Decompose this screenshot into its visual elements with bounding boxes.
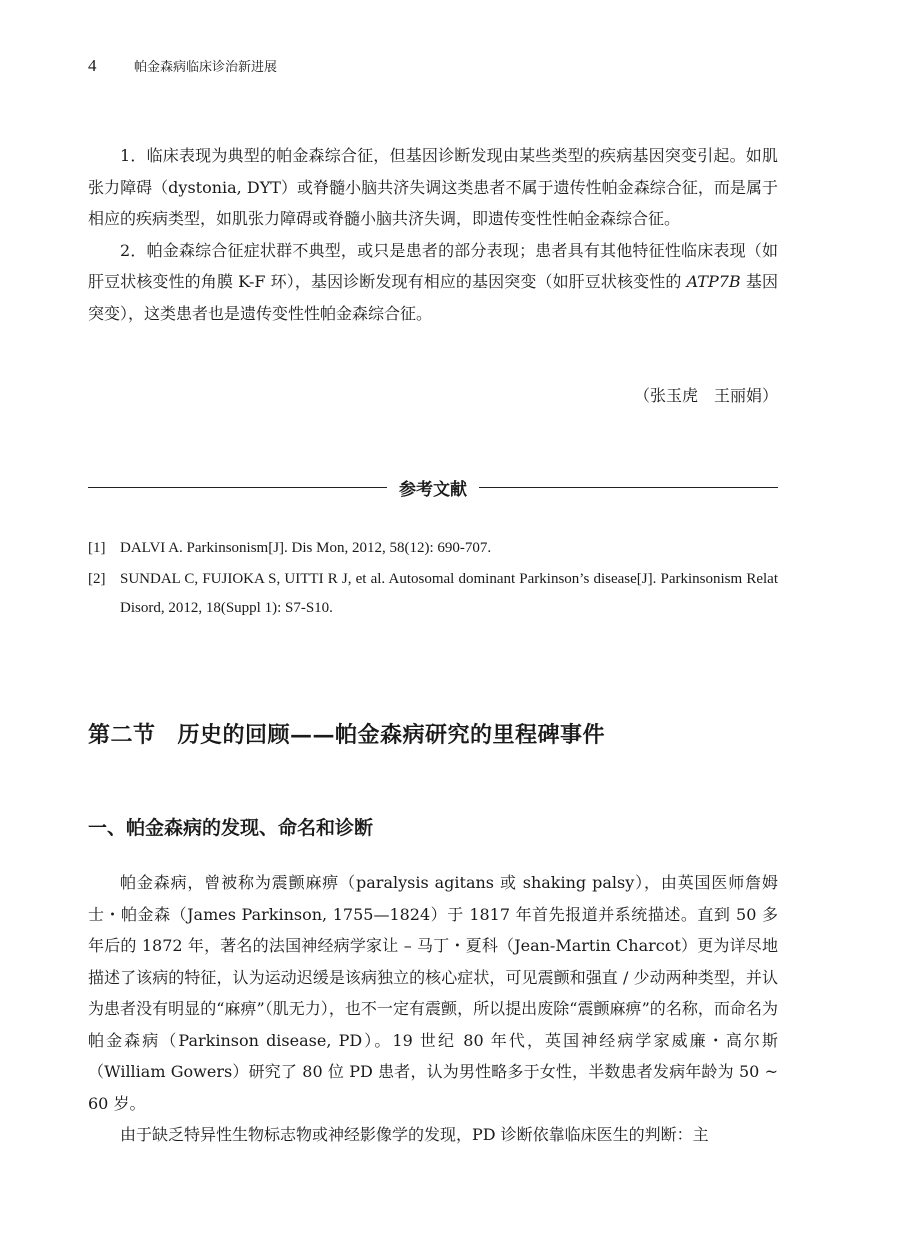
- reference-number: [1]: [88, 540, 106, 556]
- reference-text: SUNDAL C, FUJIOKA S, UITTI R J, et al. Autosomal dominant Parkinson’s disease[J]. Parkinsonism Relat Disord, 2012, 18(Suppl 1): S7-S10.: [120, 571, 778, 616]
- section-title: 历史的回顾——帕金森病研究的里程碑事件: [177, 722, 606, 748]
- body-paragraph-1: 帕金森病，曾被称为震颤麻痹（paralysis agitans 或 shaking palsy），由英国医师詹姆士・帕金森（James Parkinson, 1755—1824）于 1817 年首先报道并系统描述。直到 50 多年后的 1872 年，著名的法国神经病学家让 – 马丁・夏科（Jean-Martin Charcot）更为详尽地描述了该病的特征，认为运动迟缓是该病独立的核心症状，可见震颤和强直 / 少动两种类型，并认为患者没有明显的“麻痹”（肌无力），也不一定有震颤，所以提出废除“震颤麻痹”的名称，而命名为帕金森病（Parkinson disease, PD）。19 世纪 80 年代，英国神经病学家威廉・高尔斯（William Gowers）研究了 80 位 PD 患者，认为男性略多于女性，半数患者发病年龄为 50 ~ 60 岁。: [88, 873, 778, 1113]
- reference-text: DALVI A. Parkinsonism[J]. Dis Mon, 2012, 58(12): 690-707.: [120, 540, 492, 556]
- author-credit: （张玉虎 王丽娟）: [633, 386, 778, 405]
- body-text: [88, 867, 778, 1151]
- section-number: 第二节: [88, 722, 156, 748]
- reference-number: [2]: [88, 571, 106, 587]
- references-heading: [88, 475, 778, 500]
- intro-paragraph-2: [88, 235, 778, 330]
- divider-left: [88, 487, 387, 488]
- divider-right: [479, 487, 778, 488]
- page-header: [88, 56, 277, 78]
- intro-text: [88, 140, 778, 329]
- intro-paragraph-2-b: 基因突变），这类患者也是遗传变性性帕金森综合征。: [88, 272, 778, 323]
- reference-list: [88, 534, 778, 625]
- intro-paragraph-2-a: 2．帕金森综合征症状群不典型，或只是患者的部分表现；患者具有其他特征性临床表现（如肝豆状核变性的角膜 K-F 环），基因诊断发现有相应的基因突变（如肝豆状核变性的: [88, 240, 778, 291]
- reference-item: [88, 565, 778, 623]
- reference-item: [88, 534, 778, 563]
- section-heading: [88, 718, 605, 749]
- gene-name: ATP7B: [686, 272, 741, 291]
- subsection-heading: 一、帕金森病的发现、命名和诊断: [88, 817, 374, 839]
- references-title: 参考文献: [399, 480, 467, 500]
- running-title: 帕金森病临床诊治新进展: [134, 60, 278, 75]
- intro-paragraph-1: 1．临床表现为典型的帕金森综合征，但基因诊断发现由某些类型的疾病基因突变引起。如肌张力障碍（dystonia, DYT）或脊髓小脑共济失调这类患者不属于遗传性帕金森综合征，而是属于相应的疾病类型，如肌张力障碍或脊髓小脑共济失调，即遗传变性性帕金森综合征。: [88, 146, 778, 228]
- page-number: 4: [88, 56, 97, 75]
- body-paragraph-2: 由于缺乏特异性生物标志物或神经影像学的发现，PD 诊断依靠临床医生的判断：主: [120, 1125, 709, 1144]
